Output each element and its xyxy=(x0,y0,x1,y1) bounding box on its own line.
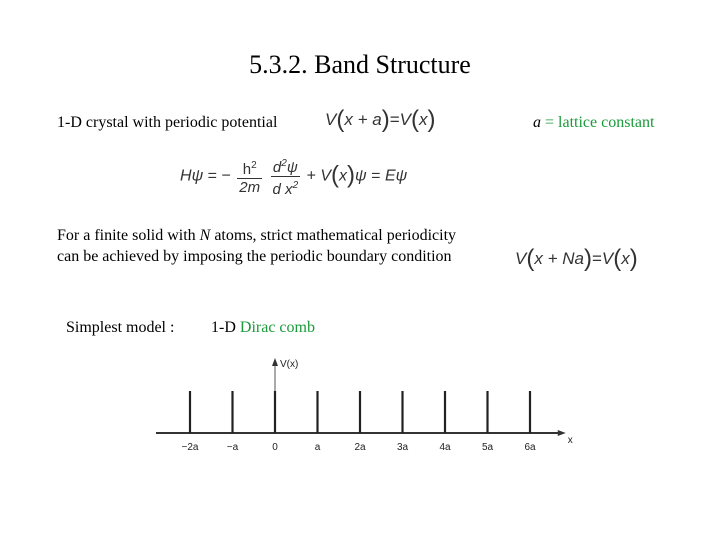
crystal-description: 1-D crystal with periodic potential xyxy=(57,114,278,131)
x-tick-label: −2a xyxy=(181,442,199,453)
x-tick-label: −a xyxy=(226,442,239,453)
x-tick-label: 4a xyxy=(439,442,451,453)
x-tick-label: 3a xyxy=(396,442,409,453)
simplest-model-label: Simplest model : xyxy=(66,319,175,336)
lattice-constant-note: a = lattice constant xyxy=(533,114,655,131)
page-title: 5.3.2. Band Structure xyxy=(249,50,471,79)
x-axis-label: x xyxy=(567,435,573,446)
x-tick-label: a xyxy=(314,442,321,453)
finite-solid-line-1: For a finite solid with N atoms, strict mathematical periodicity xyxy=(57,227,457,244)
finite-solid-line-2: can be achieved by imposing the periodic boundary condition xyxy=(57,248,452,265)
y-axis-arrow xyxy=(272,358,278,366)
x-tick-label: 5a xyxy=(481,442,494,453)
y-axis-label: V(x) xyxy=(280,359,299,370)
x-tick-label: 6a xyxy=(524,442,536,453)
plot-tick-labels xyxy=(182,442,536,453)
plot-axes xyxy=(156,358,573,446)
model-name: 1-D Dirac comb xyxy=(211,319,315,336)
dirac-comb-plot xyxy=(140,355,573,455)
periodic-potential-formula: V(x + a)=V(x) xyxy=(325,106,436,133)
x-axis-arrow xyxy=(558,430,566,436)
x-tick-label: 2a xyxy=(354,442,366,453)
plot-spikes xyxy=(190,391,530,433)
schrodinger-equation: Hψ = − $\frac{h^2}{2m}$ $\frac{d^2\psi}{d x^2}$ + V(x)ψ = Eψ xyxy=(180,155,407,198)
x-tick-label: 0 xyxy=(272,442,278,453)
boundary-condition-formula: V(x + Na)=V(x) xyxy=(515,245,638,272)
